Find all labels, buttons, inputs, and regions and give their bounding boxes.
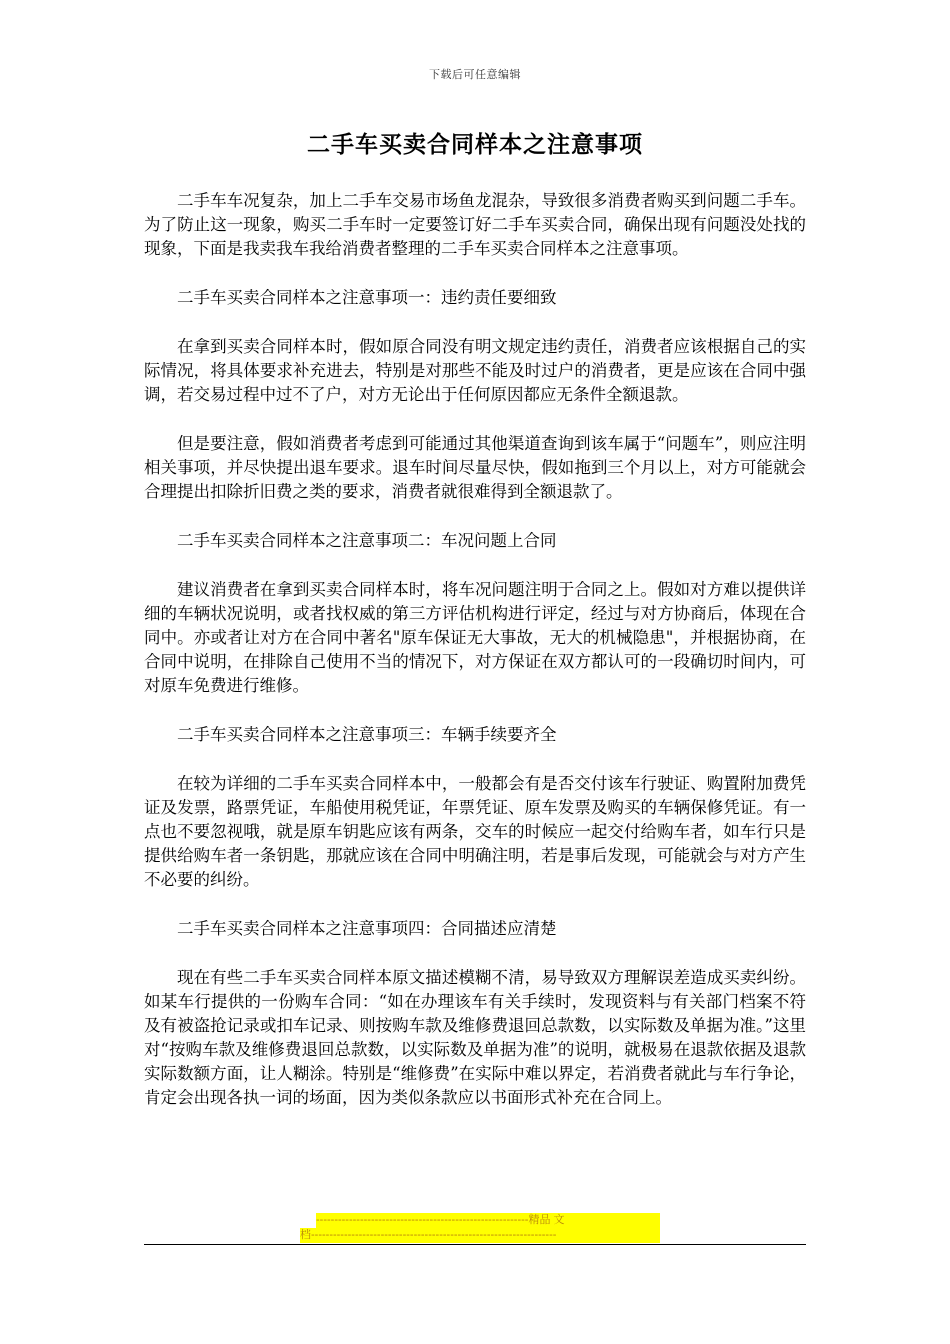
intro-paragraph: 二手车车况复杂，加上二手车交易市场鱼龙混杂，导致很多消费者购买到问题二手车。为了防止这一现象，购买二手车时一定要签订好二手车买卖合同，确保出现有问题没处找的现象，下面是我卖我车我给消费者整理的二手车买卖合同样本之注意事项。 xyxy=(144,191,806,258)
section-heading-2: 二手车买卖合同样本之注意事项二：车况问题上合同 xyxy=(177,531,557,550)
document-title: 二手车买卖合同样本之注意事项 xyxy=(307,131,643,158)
section-heading-3: 二手车买卖合同样本之注意事项三：车辆手续要齐全 xyxy=(177,725,557,744)
section-heading-1: 二手车买卖合同样本之注意事项一：违约责任要细致 xyxy=(177,288,557,307)
footer-line-1-text: ----------------------------------------------------------精品 文 xyxy=(316,1214,565,1226)
footer-line-2 xyxy=(300,1228,660,1243)
footer-line-2-text: 档------------------------------------------------------------------- xyxy=(300,1229,557,1241)
body-paragraph: 现在有些二手车买卖合同样本原文描述模糊不清，易导致双方理解误差造成买卖纠纷。如某车行提供的一份购车合同：“如在办理该车有关手续时，发现资料与有关部门档案不符及有被盗抢记录或扣车记录、则按购车款及维修费退回总款数，以实际数及单据为准。”这里对“按购车款及维修费退回总款数，以实际数及单据为准”的说明，就极易在退款依据及退款实际数额方面，让人糊涂。特别是“维修费”在实际中难以界定，若消费者就此与车行争论，肯定会出现各执一词的场面，因为类似条款应以书面形式补充在合同上。 xyxy=(144,968,806,1107)
body-paragraph: 在较为详细的二手车买卖合同样本中，一般都会有是否交付该车行驶证、购置附加费凭证及发票，路票凭证，车船使用税凭证，年票凭证、原车发票及购买的车辆保修凭证。有一点也不要忽视哦，就是原车钥匙应该有两条，交车的时候应一起交付给购车者，如车行只是提供给购车者一条钥匙，那就应该在合同中明确注明，若是事后发现，可能就会与对方产生不必要的纠纷。 xyxy=(144,774,806,889)
document-body xyxy=(144,189,806,1135)
body-paragraph: 建议消费者在拿到买卖合同样本时，将车况问题注明于合同之上。假如对方难以提供详细的车辆状况说明，或者找权威的第三方评估机构进行评定，经过与对方协商后，体现在合同中。亦或者让对方在合同中著名"原车保证无大事故，无大的机械隐患"，并根据协商，在合同中说明，在排除自己使用不当的情况下，对方保证在双方都认可的一段确切时间内，可对原车免费进行维修。 xyxy=(144,580,806,695)
page-header-note: 下载后可任意编辑 xyxy=(429,68,521,81)
section-heading-4: 二手车买卖合同样本之注意事项四：合同描述应清楚 xyxy=(177,919,557,938)
footer-watermark xyxy=(300,1213,660,1243)
body-paragraph: 在拿到买卖合同样本时，假如原合同没有明文规定违约责任，消费者应该根据自己的实际情况，将具体要求补充进去，特别是对那些不能及时过户的消费者，更是应该在合同中强调，若交易过程中过不了户，对方无论出于任何原因都应无条件全额退款。 xyxy=(144,337,806,404)
footer-line-1 xyxy=(316,1213,660,1228)
body-paragraph: 但是要注意，假如消费者考虑到可能通过其他渠道查询到该车属于“问题车”，则应注明相关事项，并尽快提出退车要求。退车时间尽量尽快，假如拖到三个月以上，对方可能就会合理提出扣除折旧费之类的要求，消费者就很难得到全额退款了。 xyxy=(144,434,806,501)
bottom-divider xyxy=(144,1244,806,1245)
